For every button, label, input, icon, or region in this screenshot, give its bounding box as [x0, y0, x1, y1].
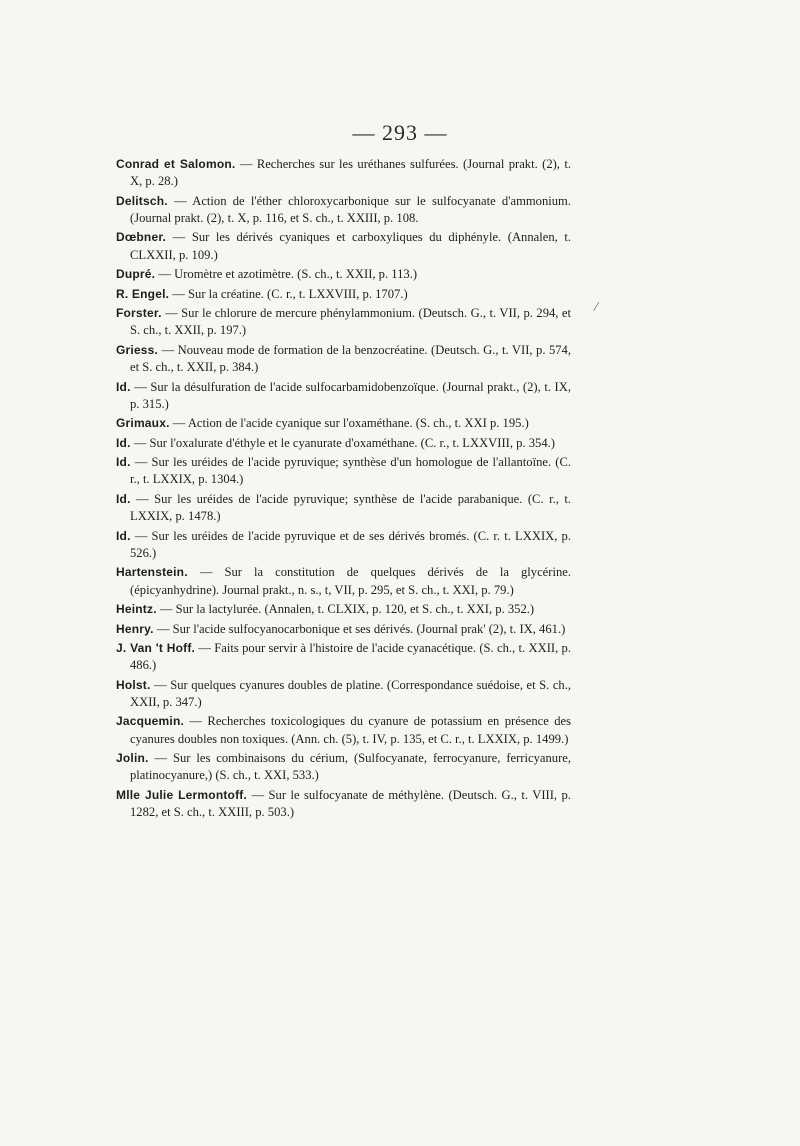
- bibliography-entry: [116, 266, 571, 283]
- entry-text: — Sur l'acide sulfocyanocarbonique et ses dérivés. (Journal prak' (2), t. IX, 461.): [153, 621, 566, 636]
- entry-author: Forster.: [116, 306, 162, 321]
- entry-text: — Nouveau mode de formation de la benzocréatine. (Deutsch. G., t. VII, p. 574, et S. ch., t. XXII, p. 384.): [130, 342, 571, 375]
- entry-author: Id.: [116, 435, 131, 450]
- entry-author: Delitsch.: [116, 193, 168, 208]
- entry-text: — Action de l'acide cyanique sur l'oxaméthane. (S. ch., t. XXI p. 195.): [169, 416, 529, 431]
- entry-author: Holst.: [116, 677, 151, 692]
- entry-author: Id.: [116, 379, 131, 394]
- bibliography-entry: [116, 528, 571, 562]
- bibliography-entry: [116, 342, 571, 376]
- bibliography-entry: [116, 621, 571, 638]
- bibliography-entry: [116, 415, 571, 432]
- entry-author: Dœbner.: [116, 230, 167, 245]
- entry-text: — Sur l'oxalurate d'éthyle et le cyanurate d'oxaméthane. (C. r., t. LXXVIII, p. 354.): [130, 435, 555, 450]
- bibliography-entry: [116, 713, 571, 747]
- entry-text: — Sur les dérivés cyaniques et carboxyliques du diphényle. (Annalen, t. CLXXII, p. 109.): [130, 230, 571, 262]
- bibliography-entry: [116, 193, 571, 227]
- bibliography-entry: [116, 156, 571, 190]
- bibliography-list: [116, 156, 571, 824]
- entry-text: — Sur la créatine. (C. r., t. LXXVIII, p. 1707.): [169, 286, 408, 301]
- entry-text: — Action de l'éther chloroxycarbonique sur le sulfocyanate d'ammonium. (Journal prakt. (2), t. X, p. 116, et S. ch., t. XXIII, p. 108.: [130, 193, 571, 225]
- entry-text: — Sur le sulfocyanate de méthylène. (Deutsch. G., t. VIII, p. 1282, et S. ch., t. XXIII, p. 503.): [130, 787, 571, 820]
- bibliography-entry: [116, 677, 571, 711]
- entry-author: Grimaux.: [116, 416, 170, 431]
- entry-text: — Sur le chlorure de mercure phénylammonium. (Deutsch. G., t. VII, p. 294, et S. ch., t. XXII, p. 197.): [130, 306, 571, 338]
- entry-author: Heintz.: [116, 602, 157, 617]
- bibliography-entry: [116, 229, 571, 263]
- margin-mark: /: [592, 299, 600, 316]
- entry-text: — Sur la désulfuration de l'acide sulfocarbamidobenzoïque. (Journal prakt., (2), t. IX, p. 315.): [130, 379, 571, 411]
- entry-author: Id.: [116, 528, 131, 543]
- entry-text: — Uromètre et azotimètre. (S. ch., t. XXII, p. 113.): [155, 267, 418, 282]
- entry-author: Id.: [116, 455, 131, 470]
- bibliography-entry: [116, 454, 571, 488]
- entry-text: — Sur les uréides de l'acide pyruvique; synthèse de l'acide parabanique. (C. r., t. LXXIX, p. 1478.): [130, 491, 571, 524]
- bibliography-entry: [116, 601, 571, 618]
- entry-author: Mlle Julie Lermontoff.: [116, 787, 248, 802]
- entry-author: J. Van 't Hoff.: [116, 641, 196, 656]
- entry-text: — Sur les uréides de l'acide pyruvique; synthèse d'un homologue de l'allantoïne. (C. r., t. LXXIX, p. 1304.): [130, 455, 571, 487]
- entry-text: — Recherches sur les uréthanes sulfurées. (Journal prakt. (2), t. X, p. 28.): [130, 157, 571, 189]
- entry-text: — Sur la constitution de quelques dérivés de la glycérine. (épicyanhydrine). Journal prakt., n. s., t, VII, p. 295, et S. ch., t. XXI, p. 79.): [130, 565, 571, 597]
- bibliography-entry: [116, 640, 571, 674]
- bibliography-entry: [116, 564, 571, 598]
- bibliography-entry: [116, 787, 571, 821]
- entry-author: R. Engel.: [116, 286, 170, 301]
- entry-author: Jolin.: [116, 751, 149, 766]
- bibliography-entry: [116, 286, 571, 303]
- entry-author: Henry.: [116, 621, 154, 636]
- bibliography-entry: [116, 491, 571, 525]
- entry-text: — Sur les combinaisons du cérium, (Sulfocyanate, ferrocyanure, ferricyanure, platinocyanure,) (S. ch., t. XXI, 533.): [130, 751, 571, 783]
- entry-author: Dupré.: [116, 267, 156, 282]
- entry-text: — Recherches toxicologiques du cyanure de potassium en présence des cyanures doubles non toxiques. (Ann. ch. (5), t. IV, p. 135, et C. r., t. LXXIX, p. 1499.): [130, 714, 571, 746]
- entry-author: Griess.: [116, 342, 159, 357]
- entry-text: — Sur quelques cyanures doubles de platine. (Correspondance suédoise, et S. ch., XXII, p. 347.): [130, 677, 571, 709]
- bibliography-entry: [116, 379, 571, 413]
- bibliography-entry: [116, 305, 571, 339]
- entry-text: — Faits pour servir à l'histoire de l'acide cyanacétique. (S. ch., t. XXII, p. 486.): [130, 641, 572, 673]
- entry-author: Conrad et Salomon.: [116, 157, 236, 171]
- page-number: — 293 —: [352, 120, 448, 145]
- entry-text: — Sur les uréides de l'acide pyruvique et de ses dérivés bromés. (C. r. t. LXXIX, p. 526.): [130, 528, 571, 560]
- bibliography-entry: [116, 750, 571, 784]
- entry-author: Id.: [116, 491, 131, 506]
- entry-text: — Sur la lactylurée. (Annalen, t. CLXIX, p. 120, et S. ch., t. XXI, p. 352.): [156, 602, 535, 617]
- entry-author: Jacquemin.: [116, 714, 185, 729]
- entry-author: Hartenstein.: [116, 565, 188, 580]
- bibliography-entry: [116, 435, 571, 452]
